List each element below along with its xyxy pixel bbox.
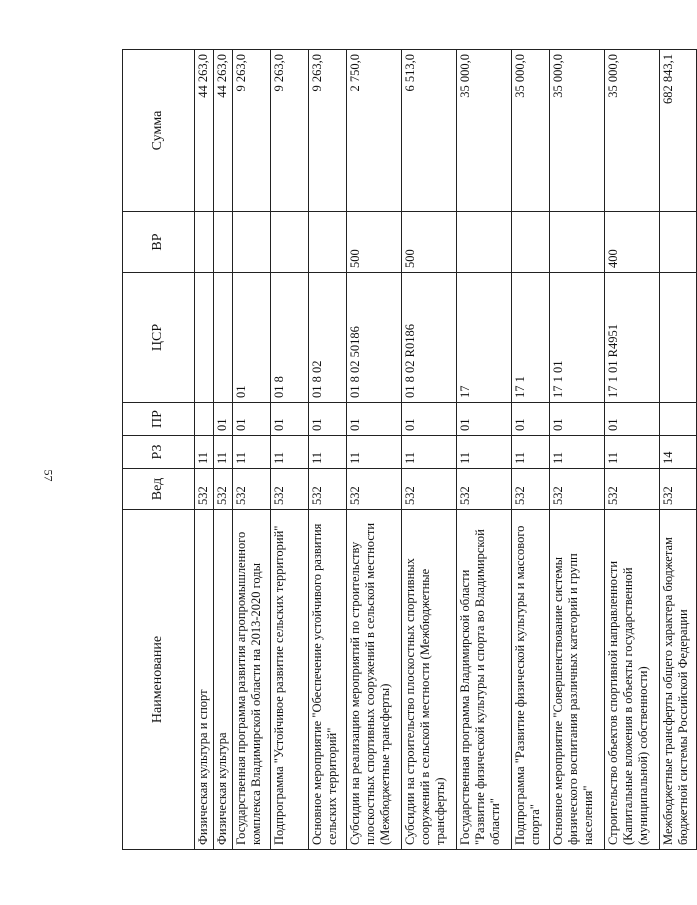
cell-pr: 01 bbox=[512, 403, 550, 436]
cell-csr: 17 1 01 bbox=[550, 273, 605, 403]
cell-rz: 11 bbox=[550, 436, 605, 469]
cell-rz: 11 bbox=[214, 436, 233, 469]
cell-pr: 01 bbox=[550, 403, 605, 436]
header-pr: ПР bbox=[123, 403, 195, 436]
cell-vr bbox=[309, 212, 347, 273]
cell-csr: 17 1 bbox=[512, 273, 550, 403]
cell-sum: 44 263,0 bbox=[214, 50, 233, 212]
cell-pr: 01 bbox=[457, 403, 512, 436]
cell-ved: 532 bbox=[271, 469, 309, 510]
table-row bbox=[195, 50, 214, 850]
cell-vr bbox=[271, 212, 309, 273]
cell-ved: 532 bbox=[605, 469, 660, 510]
header-sum: Сумма bbox=[123, 50, 195, 212]
cell-vr: 500 bbox=[347, 212, 402, 273]
cell-sum: 9 263,0 bbox=[309, 50, 347, 212]
cell-ved: 532 bbox=[214, 469, 233, 510]
table-row bbox=[550, 50, 605, 850]
cell-csr: 01 8 02 50186 bbox=[347, 273, 402, 403]
cell-vr: 400 bbox=[605, 212, 660, 273]
table-row bbox=[605, 50, 660, 850]
cell-ved: 532 bbox=[457, 469, 512, 510]
cell-pr: 01 bbox=[271, 403, 309, 436]
table-body bbox=[195, 50, 697, 850]
header-vr: ВР bbox=[123, 212, 195, 273]
header-name: Наименование bbox=[123, 510, 195, 850]
cell-rz: 11 bbox=[512, 436, 550, 469]
cell-pr: 01 bbox=[347, 403, 402, 436]
cell-csr: 01 8 bbox=[271, 273, 309, 403]
cell-vr: 500 bbox=[402, 212, 457, 273]
cell-rz: 11 bbox=[233, 436, 271, 469]
cell-vr bbox=[550, 212, 605, 273]
cell-sum: 35 000,0 bbox=[512, 50, 550, 212]
cell-vr bbox=[195, 212, 214, 273]
header-ved: Вед bbox=[123, 469, 195, 510]
table-row bbox=[233, 50, 271, 850]
table-row bbox=[271, 50, 309, 850]
cell-sum: 682 843,1 bbox=[660, 50, 697, 212]
cell-ved: 532 bbox=[233, 469, 271, 510]
cell-vr bbox=[233, 212, 271, 273]
cell-csr: 01 8 02 bbox=[309, 273, 347, 403]
cell-pr: 01 bbox=[605, 403, 660, 436]
cell-rz: 11 bbox=[402, 436, 457, 469]
cell-csr: 17 1 01 R4951 bbox=[605, 273, 660, 403]
cell-csr bbox=[660, 273, 697, 403]
cell-vr bbox=[512, 212, 550, 273]
cell-name: Физическая культура и спорт bbox=[195, 510, 214, 850]
cell-rz: 11 bbox=[347, 436, 402, 469]
table-row bbox=[660, 50, 697, 850]
cell-ved: 532 bbox=[402, 469, 457, 510]
table-row bbox=[309, 50, 347, 850]
cell-csr bbox=[214, 273, 233, 403]
table-row bbox=[457, 50, 512, 850]
cell-pr: 01 bbox=[233, 403, 271, 436]
cell-pr: 01 bbox=[214, 403, 233, 436]
cell-rz: 11 bbox=[309, 436, 347, 469]
cell-name: Основное мероприятие "Обеспечение устойчивого развития сельских территорий" bbox=[309, 510, 347, 850]
cell-name: Физическая культура bbox=[214, 510, 233, 850]
cell-name: Строительство объектов спортивной направленности (Капитальные вложения в объекты государственной (муниципальной) собственности) bbox=[605, 510, 660, 850]
cell-name: Субсидии на реализацию мероприятий по строительству плоскостных спортивных сооружений в сельской местности (Межбюджетные трансферты) bbox=[347, 510, 402, 850]
cell-sum: 35 000,0 bbox=[550, 50, 605, 212]
table-row bbox=[402, 50, 457, 850]
cell-name: Субсидии на строительство плоскостных спортивных сооружений в сельской местности (Межбюджетные трансферты) bbox=[402, 510, 457, 850]
table-row bbox=[347, 50, 402, 850]
cell-name: Межбюджетные трансферты общего характера бюджетам бюджетной системы Российской Федерации bbox=[660, 510, 697, 850]
budget-table bbox=[122, 49, 697, 850]
cell-ved: 532 bbox=[347, 469, 402, 510]
cell-rz: 11 bbox=[605, 436, 660, 469]
cell-sum: 9 263,0 bbox=[233, 50, 271, 212]
cell-csr: 01 bbox=[233, 273, 271, 403]
table-row bbox=[214, 50, 233, 850]
cell-csr: 17 bbox=[457, 273, 512, 403]
cell-vr bbox=[660, 212, 697, 273]
cell-pr bbox=[195, 403, 214, 436]
rotated-table-container bbox=[122, 50, 690, 850]
cell-rz: 11 bbox=[271, 436, 309, 469]
cell-sum: 6 513,0 bbox=[402, 50, 457, 212]
cell-sum: 2 750,0 bbox=[347, 50, 402, 212]
cell-name: Подпрограмма "Развитие физической культуры и массового спорта" bbox=[512, 510, 550, 850]
cell-csr: 01 8 02 R0186 bbox=[402, 273, 457, 403]
cell-sum: 44 263,0 bbox=[195, 50, 214, 212]
cell-rz: 11 bbox=[457, 436, 512, 469]
cell-pr bbox=[660, 403, 697, 436]
cell-ved: 532 bbox=[195, 469, 214, 510]
cell-pr: 01 bbox=[309, 403, 347, 436]
cell-vr bbox=[457, 212, 512, 273]
cell-ved: 532 bbox=[309, 469, 347, 510]
cell-name: Подпрограмма "Устойчивое развитие сельских территорий" bbox=[271, 510, 309, 850]
header-rz: РЗ bbox=[123, 436, 195, 469]
header-csr: ЦСР bbox=[123, 273, 195, 403]
cell-vr bbox=[214, 212, 233, 273]
table-header-row bbox=[123, 50, 195, 850]
cell-sum: 9 263,0 bbox=[271, 50, 309, 212]
cell-ved: 532 bbox=[550, 469, 605, 510]
table-row bbox=[512, 50, 550, 850]
cell-sum: 35 000,0 bbox=[605, 50, 660, 212]
cell-name: Государственная программа развития агропромышленного комплекса Владимирской области на 2013-2020 годы bbox=[233, 510, 271, 850]
cell-sum: 35 000,0 bbox=[457, 50, 512, 212]
cell-csr bbox=[195, 273, 214, 403]
cell-rz: 11 bbox=[195, 436, 214, 469]
cell-rz: 14 bbox=[660, 436, 697, 469]
cell-name: Государственная программа Владимирской области "Развитие физической культуры и спорта во Владимирской области" bbox=[457, 510, 512, 850]
page-number: 57 bbox=[41, 469, 56, 482]
cell-name: Основное мероприятие "Совершенствование системы физического воспитания различных категорий и групп населения" bbox=[550, 510, 605, 850]
cell-ved: 532 bbox=[660, 469, 697, 510]
cell-ved: 532 bbox=[512, 469, 550, 510]
cell-pr: 01 bbox=[402, 403, 457, 436]
